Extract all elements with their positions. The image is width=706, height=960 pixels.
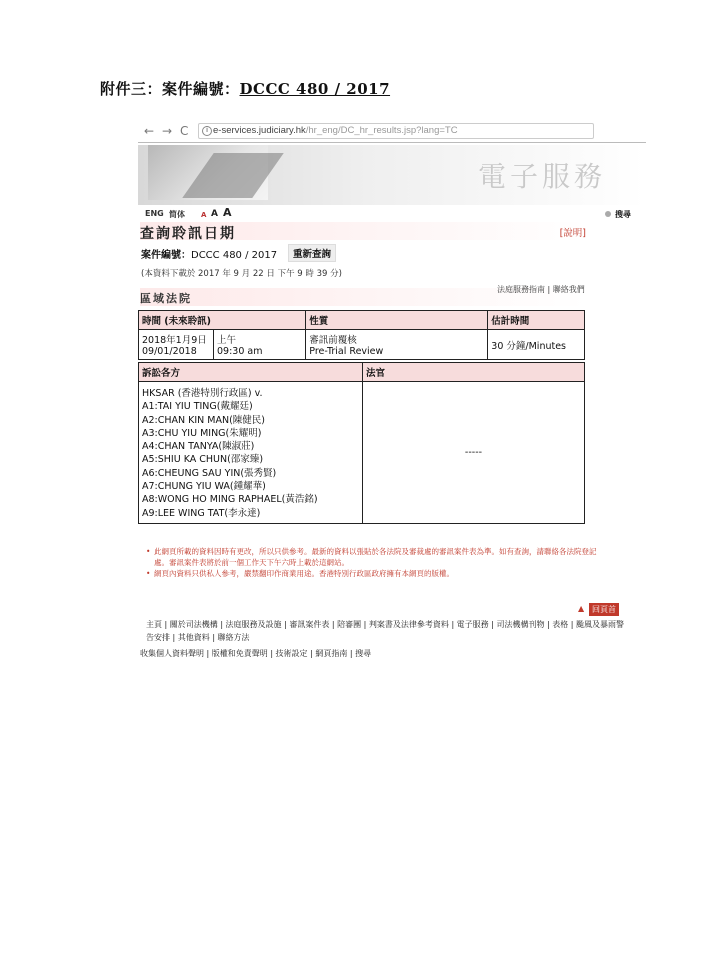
hearing-date-cell: [139, 330, 214, 360]
parties-cell: [139, 382, 363, 524]
hearing-est-cell: 30 分鐘/Minutes: [488, 330, 585, 360]
info-icon[interactable]: i: [202, 126, 212, 136]
judge-cell: -----: [363, 382, 585, 524]
col-judge-header: 法官: [363, 363, 585, 382]
disclaimer-notes: [146, 546, 598, 579]
reload-icon[interactable]: C: [180, 124, 189, 138]
forward-icon[interactable]: →: [162, 124, 173, 138]
party-item: A9:LEE WING TAT(李永達): [142, 507, 261, 519]
hearing-table: [138, 310, 585, 360]
party-item: A2:CHAN KIN MAN(陳健民): [142, 414, 266, 426]
annex-case-no: DCCC 480 / 2017: [239, 80, 391, 98]
font-medium-button[interactable]: A: [211, 209, 218, 219]
url-domain: e-services.judiciary.hk: [213, 125, 306, 136]
hearing-date-cn: 2018年1月9日: [142, 335, 207, 346]
url-path: /hr_eng/DC_hr_results.jsp?lang=TC: [305, 125, 458, 136]
hearing-ampm: 上午: [217, 335, 237, 346]
lang-sc-link[interactable]: 简体: [169, 210, 185, 219]
party-item: A3:CHU YIU MING(朱耀明): [142, 427, 262, 439]
page-title-bar: [140, 222, 586, 240]
case-number-value: DCCC 480 / 2017: [191, 250, 278, 261]
disclaimer-item: • 此網頁所載的資料因時有更改，所以只供參考。最新的資料以張貼於各法院及審裁處的審訊案件表為準。如有查詢，請聯絡各法院登記處。審訊案件表將於前一個工作天下午六時上載於這網站。: [146, 546, 598, 568]
col-time-header: 時間 (未來聆訊): [139, 311, 306, 330]
help-link[interactable]: [說明]: [559, 228, 586, 239]
font-small-button[interactable]: A: [201, 211, 207, 219]
party-item: A8:WONG HO MING RAPHAEL(黃浩銘): [142, 494, 318, 506]
hearing-nature-cn: 審訊前覆核: [309, 335, 357, 346]
table-row: [139, 382, 585, 524]
font-large-button[interactable]: A: [223, 206, 232, 219]
lang-eng-link[interactable]: ENG: [145, 209, 164, 218]
party-item: A5:SHIU KA CHUN(邵家臻): [142, 454, 264, 466]
download-timestamp: (本資料下載於 2017 年 9 月 22 日 下午 9 時 39 分): [141, 269, 342, 279]
search-icon[interactable]: [605, 211, 611, 217]
col-nature-header: 性質: [306, 311, 488, 330]
hearing-time-cell: [214, 330, 306, 360]
hearing-nature-en: Pre-Trial Review: [309, 346, 384, 357]
hearing-date: 09/01/2018: [142, 346, 197, 357]
browser-address-bar: [138, 120, 646, 143]
back-to-top-link[interactable]: 回頁首: [589, 603, 619, 616]
url-field[interactable]: [198, 123, 594, 139]
party-item: HKSAR (香港特別行政區) v.: [142, 388, 263, 399]
hearing-clock: 09:30 am: [217, 346, 263, 357]
court-links[interactable]: 法庭服務指南 | 聯絡我們: [497, 285, 585, 294]
footer-links[interactable]: 主頁 | 關於司法機構 | 法庭服務及設施 | 審訊案件表 | 陪審團 | 判案書及法律參考資料 | 電子服務 | 司法機構刊物 | 表格 | 颱風及暴雨警告安排 | 其他資料 | 聯絡方法: [146, 620, 625, 642]
footer-links-secondary[interactable]: 收集個人資料聲明 | 版權和免責聲明 | 技術設定 | 網頁指南 | 搜尋: [140, 649, 372, 658]
party-item: A1:TAI YIU TING(戴耀廷): [142, 401, 253, 413]
col-parties-header: 訴訟各方: [139, 363, 363, 382]
page-title: 查詢聆訊日期: [140, 226, 236, 242]
case-number-line: [141, 246, 277, 261]
site-banner: [138, 145, 646, 205]
table-row: [139, 330, 585, 360]
court-name: 區域法院: [140, 292, 192, 305]
top-arrow-icon: ▲: [578, 604, 585, 613]
hearing-nature-cell: [306, 330, 488, 360]
annex-heading: [100, 78, 390, 99]
back-icon[interactable]: ←: [144, 124, 155, 138]
new-query-button[interactable]: 重新查詢: [288, 244, 336, 262]
col-est-header: 估計時間: [488, 311, 585, 330]
party-item: A4:CHAN TANYA(陳淑莊): [142, 441, 255, 453]
party-item: A7:CHUNG YIU WA(鍾耀華): [142, 481, 266, 493]
case-number-label: 案件編號：: [141, 250, 191, 261]
language-bar: [145, 207, 645, 221]
banner-calligraphy: 電子服務: [478, 160, 607, 193]
party-item: A6:CHEUNG SAU YIN(張秀賢): [142, 467, 277, 479]
disclaimer-item: • 網頁內資料只供私人參考，嚴禁翻印作商業用途。香港特別行政區政府擁有本網頁的版權。: [146, 568, 598, 579]
annex-prefix: 附件三：案件編號：: [100, 80, 240, 98]
parties-table: [138, 362, 585, 524]
search-link[interactable]: 搜尋: [615, 210, 631, 219]
